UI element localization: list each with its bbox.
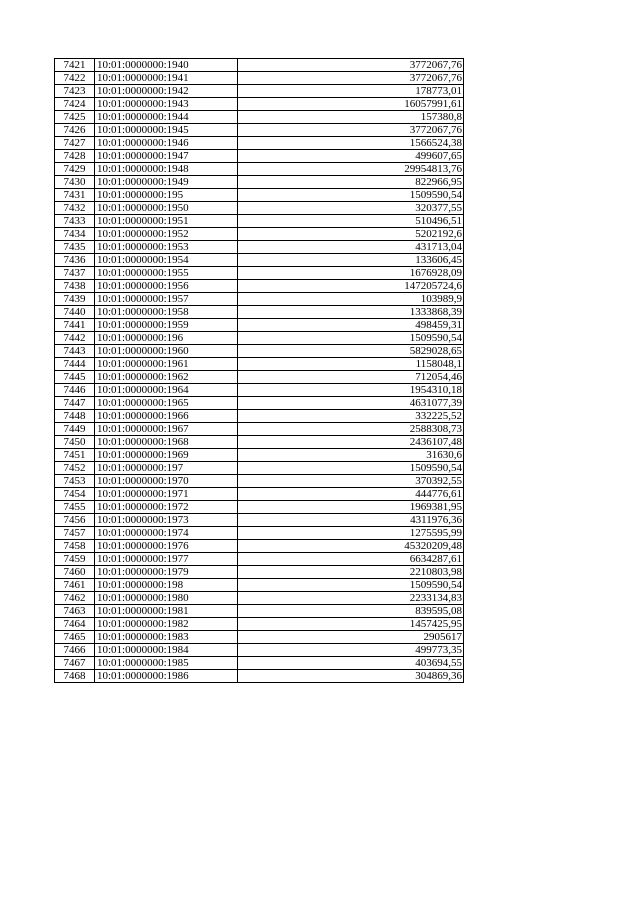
- table-row: [55, 488, 464, 501]
- table-row: [55, 410, 464, 423]
- cadastral-number-cell: 10:01:0000000:1959: [95, 319, 238, 332]
- cadastral-number-cell: 10:01:0000000:1957: [95, 293, 238, 306]
- row-number-cell: 7445: [55, 371, 95, 384]
- value-cell: 444776,61: [238, 488, 464, 501]
- cadastral-number-cell: 10:01:0000000:1947: [95, 150, 238, 163]
- table-row: [55, 449, 464, 462]
- cadastral-number-cell: 10:01:0000000:1984: [95, 644, 238, 657]
- row-number-cell: 7427: [55, 137, 95, 150]
- cadastral-number-cell: 10:01:0000000:1952: [95, 228, 238, 241]
- cadastral-number-cell: 10:01:0000000:1977: [95, 553, 238, 566]
- table-row: [55, 72, 464, 85]
- cadastral-number-cell: 10:01:0000000:1940: [95, 59, 238, 72]
- cadastral-number-cell: 10:01:0000000:1972: [95, 501, 238, 514]
- row-number-cell: 7422: [55, 72, 95, 85]
- table-row: [55, 150, 464, 163]
- table-row: [55, 618, 464, 631]
- row-number-cell: 7467: [55, 657, 95, 670]
- value-cell: 332225,52: [238, 410, 464, 423]
- table-row: [55, 644, 464, 657]
- table-row: [55, 670, 464, 683]
- table-row: [55, 59, 464, 72]
- value-cell: 5202192,6: [238, 228, 464, 241]
- table-row: [55, 85, 464, 98]
- row-number-cell: 7453: [55, 475, 95, 488]
- value-cell: 498459,31: [238, 319, 464, 332]
- value-cell: 839595,08: [238, 605, 464, 618]
- value-cell: 103989,9: [238, 293, 464, 306]
- value-cell: 1158048,1: [238, 358, 464, 371]
- value-cell: 157380,8: [238, 111, 464, 124]
- cadastral-number-cell: 10:01:0000000:196: [95, 332, 238, 345]
- value-cell: 1676928,09: [238, 267, 464, 280]
- cadastral-number-cell: 10:01:0000000:1967: [95, 423, 238, 436]
- cadastral-number-cell: 10:01:0000000:1951: [95, 215, 238, 228]
- value-cell: 4631077,39: [238, 397, 464, 410]
- row-number-cell: 7458: [55, 540, 95, 553]
- cadastral-number-cell: 10:01:0000000:1969: [95, 449, 238, 462]
- cadastral-number-cell: 10:01:0000000:1945: [95, 124, 238, 137]
- row-number-cell: 7433: [55, 215, 95, 228]
- table-row: [55, 345, 464, 358]
- row-number-cell: 7421: [55, 59, 95, 72]
- value-cell: 133606,45: [238, 254, 464, 267]
- value-cell: 499607,65: [238, 150, 464, 163]
- value-cell: 822966,95: [238, 176, 464, 189]
- cadastral-number-cell: 10:01:0000000:1971: [95, 488, 238, 501]
- table-row: [55, 228, 464, 241]
- value-cell: 3772067,76: [238, 124, 464, 137]
- row-number-cell: 7437: [55, 267, 95, 280]
- cadastral-number-cell: 10:01:0000000:1976: [95, 540, 238, 553]
- table-row: [55, 657, 464, 670]
- row-number-cell: 7457: [55, 527, 95, 540]
- value-cell: 370392,55: [238, 475, 464, 488]
- table-row: [55, 501, 464, 514]
- cadastral-number-cell: 10:01:0000000:1941: [95, 72, 238, 85]
- value-cell: 1954310,18: [238, 384, 464, 397]
- table-row: [55, 215, 464, 228]
- row-number-cell: 7452: [55, 462, 95, 475]
- value-cell: 29954813,76: [238, 163, 464, 176]
- table-row: [55, 462, 464, 475]
- table-row: [55, 137, 464, 150]
- row-number-cell: 7454: [55, 488, 95, 501]
- cadastral-number-cell: 10:01:0000000:1970: [95, 475, 238, 488]
- value-cell: 45320209,48: [238, 540, 464, 553]
- cadastral-number-cell: 10:01:0000000:1944: [95, 111, 238, 124]
- cadastral-number-cell: 10:01:0000000:1943: [95, 98, 238, 111]
- table-row: [55, 566, 464, 579]
- cadastral-number-cell: 10:01:0000000:1949: [95, 176, 238, 189]
- cadastral-number-cell: 10:01:0000000:1981: [95, 605, 238, 618]
- value-cell: 1509590,54: [238, 189, 464, 202]
- table-row: [55, 189, 464, 202]
- value-cell: 1333868,39: [238, 306, 464, 319]
- cadastral-number-cell: 10:01:0000000:1958: [95, 306, 238, 319]
- cadastral-number-cell: 10:01:0000000:1973: [95, 514, 238, 527]
- row-number-cell: 7438: [55, 280, 95, 293]
- value-cell: 1566524,38: [238, 137, 464, 150]
- table-row: [55, 280, 464, 293]
- table-row: [55, 98, 464, 111]
- row-number-cell: 7456: [55, 514, 95, 527]
- row-number-cell: 7449: [55, 423, 95, 436]
- cadastral-number-cell: 10:01:0000000:1950: [95, 202, 238, 215]
- row-number-cell: 7432: [55, 202, 95, 215]
- value-cell: 510496,51: [238, 215, 464, 228]
- cadastral-number-cell: 10:01:0000000:1954: [95, 254, 238, 267]
- cadastral-number-cell: 10:01:0000000:1965: [95, 397, 238, 410]
- table-row: [55, 436, 464, 449]
- cadastral-number-cell: 10:01:0000000:1979: [95, 566, 238, 579]
- value-cell: 712054,46: [238, 371, 464, 384]
- value-cell: 2905617: [238, 631, 464, 644]
- row-number-cell: 7446: [55, 384, 95, 397]
- row-number-cell: 7440: [55, 306, 95, 319]
- value-cell: 1509590,54: [238, 579, 464, 592]
- row-number-cell: 7442: [55, 332, 95, 345]
- value-cell: 403694,55: [238, 657, 464, 670]
- row-number-cell: 7441: [55, 319, 95, 332]
- table-row: [55, 540, 464, 553]
- cadastral-number-cell: 10:01:0000000:1986: [95, 670, 238, 683]
- table-row: [55, 306, 464, 319]
- table-row: [55, 475, 464, 488]
- row-number-cell: 7462: [55, 592, 95, 605]
- cadastral-number-cell: 10:01:0000000:1964: [95, 384, 238, 397]
- value-cell: 4311976,36: [238, 514, 464, 527]
- row-number-cell: 7464: [55, 618, 95, 631]
- table-row: [55, 358, 464, 371]
- row-number-cell: 7426: [55, 124, 95, 137]
- table-row: [55, 111, 464, 124]
- table-row: [55, 527, 464, 540]
- cadastral-number-cell: 10:01:0000000:1953: [95, 241, 238, 254]
- row-number-cell: 7450: [55, 436, 95, 449]
- table-row: [55, 371, 464, 384]
- table-row: [55, 592, 464, 605]
- table-row: [55, 423, 464, 436]
- row-number-cell: 7447: [55, 397, 95, 410]
- value-cell: 1969381,95: [238, 501, 464, 514]
- value-cell: 1509590,54: [238, 462, 464, 475]
- table-row: [55, 267, 464, 280]
- table-row: [55, 579, 464, 592]
- row-number-cell: 7425: [55, 111, 95, 124]
- table-row: [55, 631, 464, 644]
- value-cell: 499773,35: [238, 644, 464, 657]
- row-number-cell: 7430: [55, 176, 95, 189]
- cadastral-number-cell: 10:01:0000000:1980: [95, 592, 238, 605]
- row-number-cell: 7451: [55, 449, 95, 462]
- value-cell: 1509590,54: [238, 332, 464, 345]
- value-cell: 3772067,76: [238, 59, 464, 72]
- cadastral-number-cell: 10:01:0000000:1982: [95, 618, 238, 631]
- cadastral-number-cell: 10:01:0000000:198: [95, 579, 238, 592]
- cadastral-number-cell: 10:01:0000000:1948: [95, 163, 238, 176]
- row-number-cell: 7431: [55, 189, 95, 202]
- row-number-cell: 7429: [55, 163, 95, 176]
- cadastral-number-cell: 10:01:0000000:1985: [95, 657, 238, 670]
- table-row: [55, 553, 464, 566]
- row-number-cell: 7465: [55, 631, 95, 644]
- cadastral-number-cell: 10:01:0000000:197: [95, 462, 238, 475]
- value-cell: 431713,04: [238, 241, 464, 254]
- row-number-cell: 7444: [55, 358, 95, 371]
- row-number-cell: 7435: [55, 241, 95, 254]
- table-row: [55, 605, 464, 618]
- table-row: [55, 319, 464, 332]
- value-cell: 320377,55: [238, 202, 464, 215]
- table-row: [55, 514, 464, 527]
- table-row: [55, 241, 464, 254]
- table-row: [55, 293, 464, 306]
- value-cell: 2233134,83: [238, 592, 464, 605]
- cadastral-number-cell: 10:01:0000000:1968: [95, 436, 238, 449]
- value-cell: 3772067,76: [238, 72, 464, 85]
- value-cell: 5829028,65: [238, 345, 464, 358]
- table-row: [55, 397, 464, 410]
- value-cell: 1275595,99: [238, 527, 464, 540]
- cadastral-number-cell: 10:01:0000000:1960: [95, 345, 238, 358]
- table-row: [55, 202, 464, 215]
- row-number-cell: 7468: [55, 670, 95, 683]
- value-cell: 178773,01: [238, 85, 464, 98]
- row-number-cell: 7460: [55, 566, 95, 579]
- row-number-cell: 7463: [55, 605, 95, 618]
- cadastral-number-cell: 10:01:0000000:1983: [95, 631, 238, 644]
- cadastral-number-cell: 10:01:0000000:1946: [95, 137, 238, 150]
- cadastral-number-cell: 10:01:0000000:1955: [95, 267, 238, 280]
- cadastral-number-cell: 10:01:0000000:1962: [95, 371, 238, 384]
- value-cell: 304869,36: [238, 670, 464, 683]
- row-number-cell: 7424: [55, 98, 95, 111]
- table-row: [55, 254, 464, 267]
- table-body: [55, 59, 464, 683]
- value-cell: 6634287,61: [238, 553, 464, 566]
- row-number-cell: 7459: [55, 553, 95, 566]
- value-cell: 2588308,73: [238, 423, 464, 436]
- table-row: [55, 332, 464, 345]
- table-row: [55, 176, 464, 189]
- value-cell: 2210803,98: [238, 566, 464, 579]
- value-cell: 16057991,61: [238, 98, 464, 111]
- table-row: [55, 384, 464, 397]
- row-number-cell: 7423: [55, 85, 95, 98]
- cadastral-number-cell: 10:01:0000000:1956: [95, 280, 238, 293]
- cadastral-value-table: [54, 58, 464, 683]
- value-cell: 31630,6: [238, 449, 464, 462]
- cadastral-number-cell: 10:01:0000000:1942: [95, 85, 238, 98]
- table-row: [55, 124, 464, 137]
- row-number-cell: 7443: [55, 345, 95, 358]
- row-number-cell: 7434: [55, 228, 95, 241]
- value-cell: 2436107,48: [238, 436, 464, 449]
- cadastral-number-cell: 10:01:0000000:1974: [95, 527, 238, 540]
- value-cell: 147205724,6: [238, 280, 464, 293]
- cadastral-number-cell: 10:01:0000000:1966: [95, 410, 238, 423]
- value-cell: 1457425,95: [238, 618, 464, 631]
- row-number-cell: 7466: [55, 644, 95, 657]
- row-number-cell: 7461: [55, 579, 95, 592]
- row-number-cell: 7428: [55, 150, 95, 163]
- table-row: [55, 163, 464, 176]
- row-number-cell: 7455: [55, 501, 95, 514]
- row-number-cell: 7436: [55, 254, 95, 267]
- cadastral-number-cell: 10:01:0000000:1961: [95, 358, 238, 371]
- row-number-cell: 7439: [55, 293, 95, 306]
- cadastral-number-cell: 10:01:0000000:195: [95, 189, 238, 202]
- row-number-cell: 7448: [55, 410, 95, 423]
